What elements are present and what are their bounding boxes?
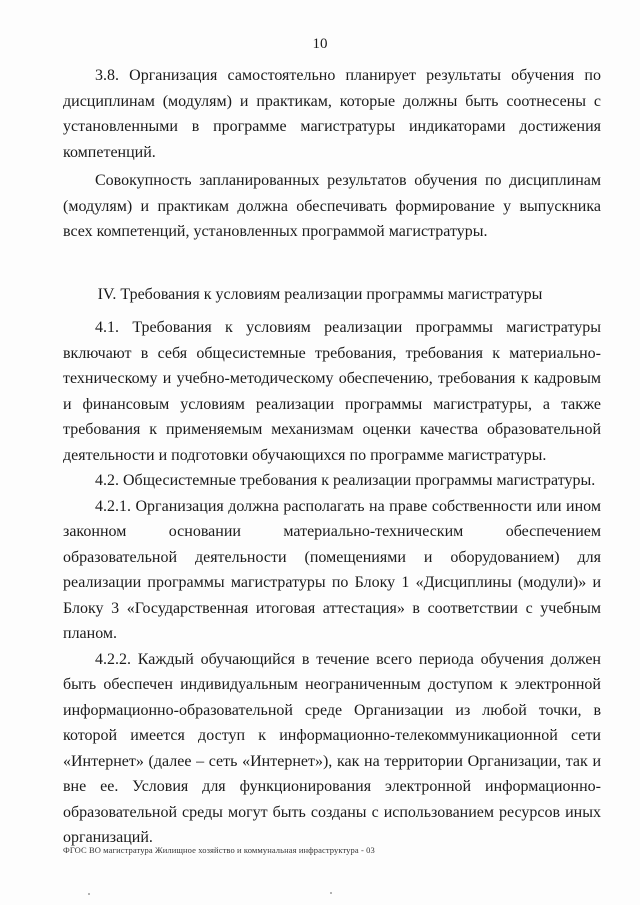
- section-heading: IV. Требования к условиям реализации программы магистратуры: [97, 286, 543, 303]
- paragraph-planned-results: Совокупность запланированных результатов обучения по дисциплинам (модулям) и практикам должна обеспечивать формирование у выпускника всех компетенций, установленных программой магистратуры.: [63, 172, 601, 240]
- paragraph-4-1: 4.1. Требования к условиям реализации программы магистратуры включают в себя общесистемные требования, требования к материально-техническому и учебно-методическому обеспечению, требования к кадровым и финансовым условиям реализации программы магистратуры, а также требования к применяемым механизмам оценки качества образовательной деятельности и подготовки обучающихся по программе магистратуры.: [63, 319, 601, 464]
- page-number: 10: [312, 36, 328, 52]
- paragraph-4-2: 4.2. Общесистемные требования к реализации программы магистратуры.: [95, 472, 596, 489]
- paragraph-block: [63, 315, 601, 851]
- paragraph-block: [63, 168, 601, 245]
- scan-speck: [330, 892, 332, 894]
- paragraph-4-2-2: 4.2.2. Каждый обучающийся в течение всего периода обучения должен быть обеспечен индивидуальным неограниченным доступом к электронной информационно-образовательной среде Организации из любой точки, в которой имеется доступ к информационно-телекоммуникационной сети «Интернет» (далее – сеть «Интернет»), как на территории Организации, так и вне ее. Условия для функционирования электронной информационно-образовательной среды могут быть созданы с использованием ресурсов иных организаций.: [63, 650, 601, 846]
- scan-speck: [88, 893, 90, 895]
- paragraph-3-8: 3.8. Организация самостоятельно планирует результаты обучения по дисциплинам (модулям) и практикам, которые должны быть соотнесены с установленными в программе магистратуры индикаторами достижения компетенций.: [63, 67, 601, 161]
- paragraph-block: [63, 63, 601, 165]
- document-footer: ФГОС ВО магистратура Жилищное хозяйство и коммунальная инфраструктура - 03: [63, 845, 375, 855]
- paragraph-4-2-1: 4.2.1. Организация должна располагать на праве собственности или ином законном основании материально-техническим обеспечением образовательной деятельности (помещениями и оборудованием) для реализации программы магистратуры по Блоку 1 «Дисциплины (модули)» и Блоку 3 «Государственная итоговая аттестация» в соответствии с учебным планом.: [63, 497, 601, 642]
